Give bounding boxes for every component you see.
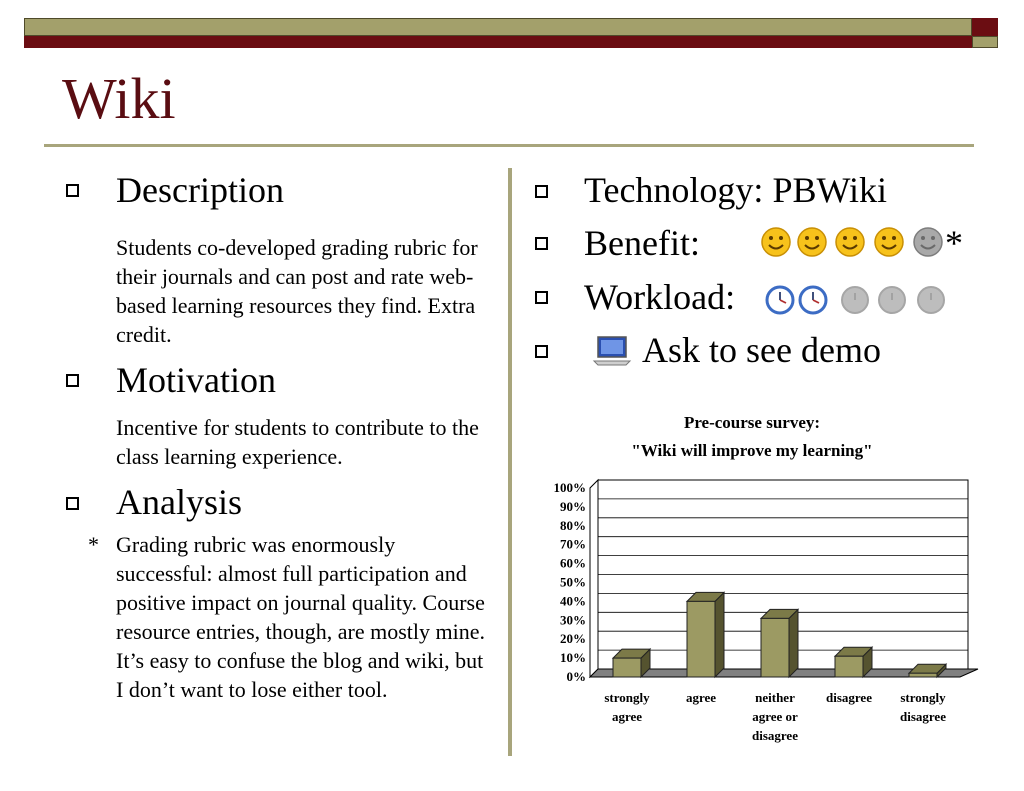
smiley-icon [875,228,903,256]
y-tick-label: 0% [566,669,586,684]
motivation-text: Incentive for students to contribute to the class learning experience. [116,415,479,469]
bullet-square [535,345,548,358]
benefit-label: Benefit: [584,223,700,263]
clock-icon [767,287,793,313]
x-tick-label: agree [611,709,643,724]
y-tick-label: 10% [560,650,586,666]
x-tick-label: agree or [752,709,798,724]
x-tick-label: disagree [826,690,872,705]
x-tick-label: agree [685,690,717,705]
technology-label: Technology: PBWiki [584,170,888,210]
top-band-square-maroon [972,18,998,36]
bullet-square [535,185,548,198]
x-tick-label: disagree [900,709,946,724]
bullet-square [66,184,79,197]
description-heading: Description [116,170,284,210]
analysis-star: * [88,532,99,557]
benefit-star: * [945,223,963,263]
laptop-icon [592,334,632,368]
x-tick-label: strongly [604,690,650,705]
bullet-square [66,497,79,510]
bar [761,618,789,677]
top-band-maroon [24,36,972,48]
bar-side [715,592,724,677]
slide-title: Wiki [62,66,176,131]
chart-subtitle: "Wiki will improve my learning" [631,441,873,460]
clock-grey-icon [879,287,905,313]
survey-bar-chart [530,405,990,750]
bar [613,658,641,677]
x-tick-label: strongly [900,690,946,705]
bullet-square [535,237,548,250]
y-tick-label: 60% [560,555,586,571]
demo-text: Ask to see demo [642,330,881,370]
smiley-icon [798,228,826,256]
bar [835,656,863,677]
bullet-square [66,374,79,387]
workload-rating [762,283,952,317]
title-rule [44,144,974,147]
bullet-square [535,291,548,304]
workload-label: Workload: [584,277,736,317]
benefit-rating [758,224,948,260]
y-tick-label: 20% [560,631,586,647]
clock-grey-icon [918,287,944,313]
motivation-heading: Motivation [116,360,276,400]
bar [687,601,715,677]
y-tick-label: 50% [560,574,586,590]
bar-side [789,609,798,677]
chart-side-wall [590,480,598,677]
x-tick-label: disagree [752,728,798,743]
y-tick-label: 30% [560,612,586,628]
clock-grey-icon [842,287,868,313]
y-tick-label: 80% [560,517,586,533]
y-tick-label: 90% [560,498,586,514]
column-divider [508,168,512,756]
smiley-icon [836,228,864,256]
smiley-icon [762,228,790,256]
chart-title: Pre-course survey: [683,413,821,432]
y-tick-label: 100% [553,480,586,495]
analysis-text: Grading rubric was enormously successful: almost full participation and positive impact on journal quality. Course resource entries, though, are mostly mine. It’s easy to confuse the blog and wiki, but I don’t want to lose either tool. [116,532,486,702]
y-tick-label: 70% [560,536,586,552]
x-tick-label: neither [755,690,795,705]
analysis-heading: Analysis [116,482,242,522]
y-tick-label: 40% [560,593,586,609]
bar [909,673,937,677]
description-text: Students co-developed grading rubric for their journals and can post and rate web-based learning resources they find. Extra credit. [116,235,478,347]
clock-icon [800,287,826,313]
top-band-square-olive [972,36,998,48]
top-band-olive [24,18,972,36]
smiley-grey-icon [914,228,942,256]
